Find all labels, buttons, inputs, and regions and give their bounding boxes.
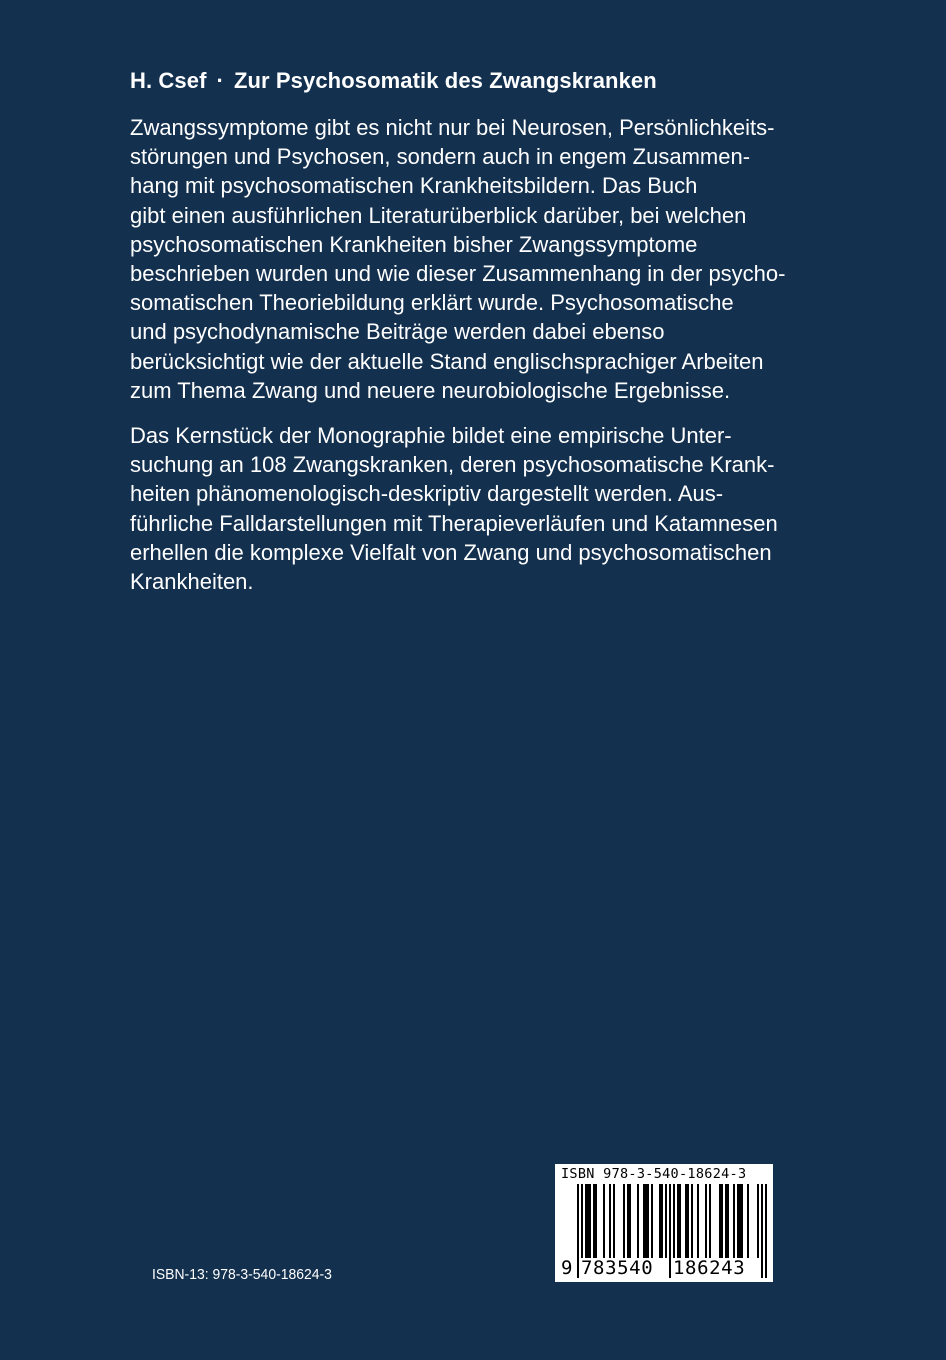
text-line: heiten phänomenologisch-deskriptiv dargestellt werden. Aus-: [130, 481, 724, 507]
text-line: Zwangssymptome gibt es nicht nur bei Neurosen, Persönlichkeits-: [130, 115, 775, 140]
barcode-bar: [629, 1184, 631, 1258]
barcode-bar: [651, 1184, 653, 1258]
text-line: Krankheiten.: [130, 569, 254, 595]
text-line: psychosomatischen Krankheiten bisher Zwangssymptome: [130, 231, 698, 257]
barcode-bar: [589, 1184, 591, 1258]
book-title: Zur Psychosomatik des Zwangskranken: [233, 68, 657, 93]
barcode-bar: [627, 1184, 629, 1258]
barcode-bar: [719, 1184, 721, 1258]
barcode-guard-bar: [765, 1184, 767, 1278]
blurb-paragraph-1: [130, 113, 785, 405]
author-name: H. Csef: [130, 68, 207, 93]
barcode-bar: [741, 1184, 743, 1258]
text-line: gibt einen ausführlichen Literaturüberblick darüber, bei welchen: [130, 202, 747, 228]
barcode-bar: [697, 1184, 699, 1258]
barcode-bar: [647, 1184, 649, 1258]
barcode-bar: [747, 1184, 749, 1258]
text-line: beschrieben wurden und wie dieser Zusammenhang in der psycho-: [130, 261, 786, 287]
barcode-bar: [691, 1184, 693, 1258]
barcode-right-digits: 186243: [673, 1257, 746, 1279]
text-line: berücksichtigt wie der aktuelle Stand englischsprachiger Arbeiten: [130, 348, 764, 374]
barcode-bar: [677, 1184, 679, 1258]
barcode-bar: [739, 1184, 741, 1258]
blurb-paragraph-2: [130, 421, 778, 596]
barcode-bar: [595, 1184, 597, 1258]
barcode-bar: [609, 1184, 611, 1258]
text-line: somatischen Theoriebildung erklärt wurde. Psychosomatische: [130, 290, 734, 316]
barcode-first-digit: 9: [561, 1257, 573, 1279]
barcode-bar: [727, 1184, 729, 1258]
barcode-bar: [659, 1184, 661, 1258]
barcode-bar: [685, 1184, 687, 1258]
barcode-bar: [757, 1184, 759, 1258]
barcode-bar: [623, 1184, 625, 1258]
heading-separator: ·: [216, 68, 224, 93]
barcode-bar: [585, 1184, 587, 1258]
barcode-bar: [733, 1184, 735, 1258]
barcode-bar: [637, 1184, 639, 1258]
barcode-bar: [725, 1184, 727, 1258]
text-line: erhellen die komplexe Vielfalt von Zwang und psychosomatischen: [130, 539, 772, 565]
barcode-bar: [587, 1184, 589, 1258]
barcode-bar: [643, 1184, 645, 1258]
cover-heading: [130, 68, 657, 94]
barcode-guard-bar: [761, 1184, 763, 1278]
text-line: führliche Falldarstellungen mit Therapieverläufen und Katamnesen: [130, 510, 778, 536]
barcode-bar: [665, 1184, 667, 1258]
text-line: störungen und Psychosen, sondern auch in engem Zusammen-: [130, 144, 751, 170]
barcode-bar: [687, 1184, 689, 1258]
text-line: hang mit psychosomatischen Krankheitsbildern. Das Buch: [130, 173, 698, 199]
text-line: suchung an 108 Zwangskranken, deren psychosomatische Krank-: [130, 452, 775, 478]
barcode-bar: [709, 1184, 711, 1258]
barcode-bar: [613, 1184, 615, 1258]
barcode-bar: [661, 1184, 663, 1258]
barcode-bar: [603, 1184, 605, 1258]
barcode-guard-bar: [669, 1184, 671, 1278]
isbn-13-label: ISBN-13: 978-3-540-18624-3: [152, 1266, 332, 1283]
barcode-guard-bar: [577, 1184, 579, 1278]
barcode-left-digits: 783540: [581, 1257, 654, 1279]
barcode-box: [555, 1164, 773, 1282]
barcode-bar: [679, 1184, 681, 1258]
barcode-isbn-text: ISBN 978-3-540-18624-3: [561, 1166, 747, 1182]
barcode-bar: [705, 1184, 707, 1258]
barcode-bar: [721, 1184, 723, 1258]
barcode-bar: [593, 1184, 595, 1258]
text-line: und psychodynamische Beiträge werden dabei ebenso: [130, 319, 665, 345]
barcode-bar: [645, 1184, 647, 1258]
text-line: Das Kernstück der Monographie bildet eine empirische Unter-: [130, 423, 732, 448]
text-line: zum Thema Zwang und neuere neurobiologische Ergebnisse.: [130, 377, 731, 403]
barcode-bar: [737, 1184, 739, 1258]
